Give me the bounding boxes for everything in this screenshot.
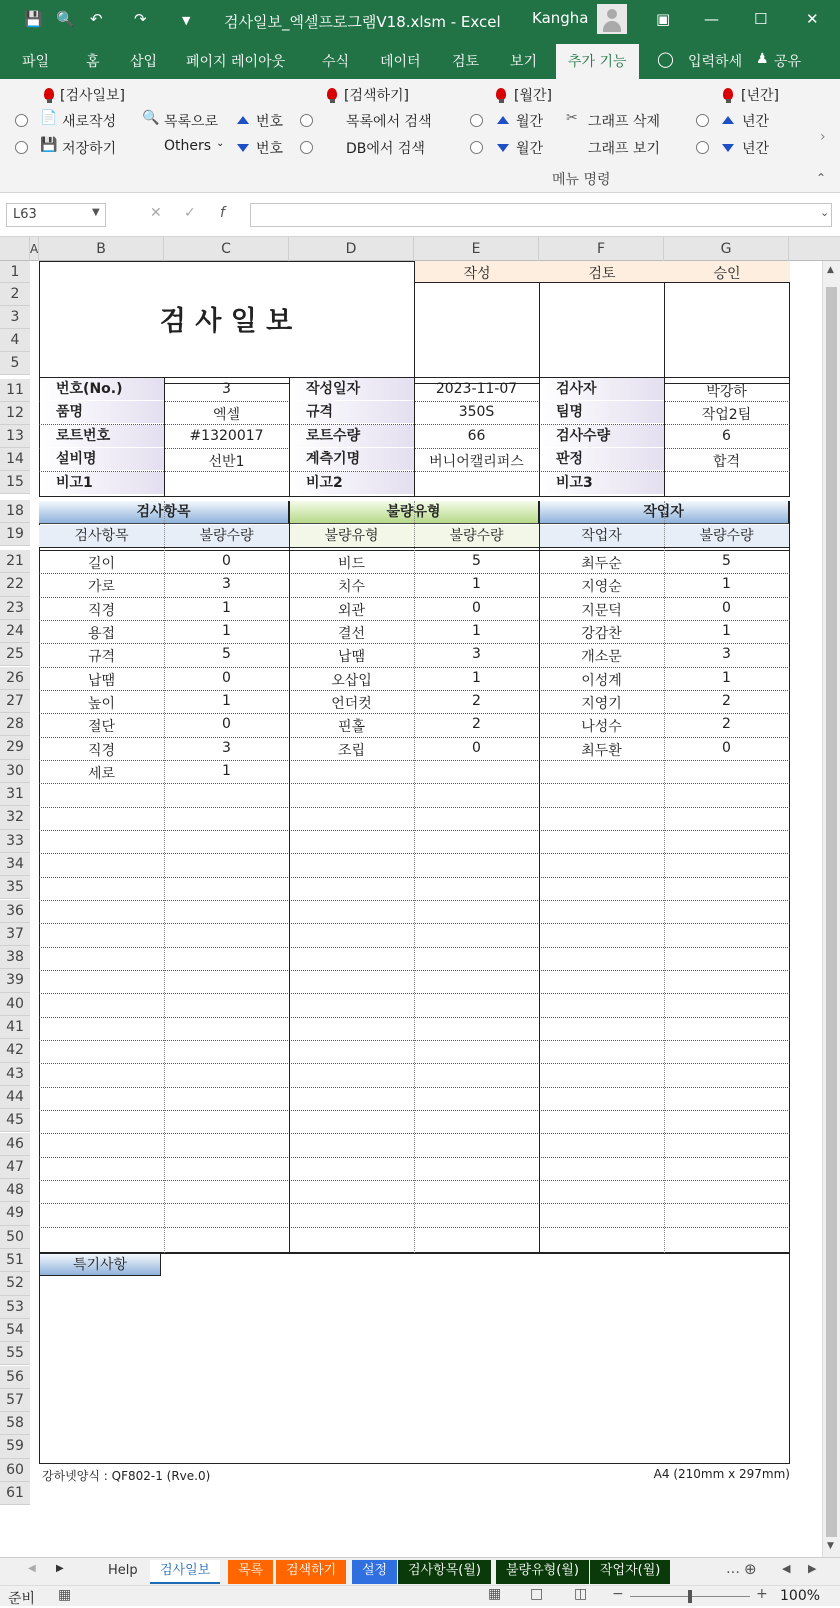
- info-value[interactable]: 엑셀: [212, 407, 241, 424]
- tab-add-ins[interactable]: 추가 기능: [556, 44, 639, 79]
- data-cell[interactable]: 0: [722, 739, 731, 756]
- column-subheader: 검사항목: [39, 525, 164, 547]
- data-cell[interactable]: 최두환: [581, 742, 622, 759]
- row-header[interactable]: 48: [0, 1179, 30, 1202]
- avatar[interactable]: [597, 4, 627, 34]
- data-cell[interactable]: 최두순: [581, 556, 622, 572]
- data-cell[interactable]: 강감찬: [581, 625, 622, 642]
- others-dropdown[interactable]: Others: [164, 138, 212, 154]
- close-icon[interactable]: ✕: [806, 10, 819, 28]
- info-label: 로트수량: [290, 425, 414, 447]
- sheet-tab[interactable]: 목록: [228, 1560, 273, 1584]
- data-cell[interactable]: 1: [472, 622, 481, 639]
- data-cell[interactable]: 0: [222, 716, 231, 733]
- row-header[interactable]: 21: [0, 550, 30, 573]
- column-header-d[interactable]: D: [289, 237, 414, 261]
- data-cell[interactable]: 1: [222, 692, 231, 709]
- hscroll-right-icon[interactable]: ▶: [808, 1562, 817, 1575]
- column-header-e[interactable]: E: [414, 237, 539, 261]
- enter-icon[interactable]: ✓: [184, 205, 196, 221]
- data-cell[interactable]: 가로: [87, 579, 116, 596]
- print-preview-icon[interactable]: 🔍: [56, 10, 75, 28]
- row-header[interactable]: 14: [0, 448, 30, 471]
- row-header[interactable]: 24: [0, 620, 30, 643]
- row-header[interactable]: 35: [0, 876, 30, 899]
- data-cell[interactable]: 3: [222, 739, 231, 756]
- radio-6[interactable]: [470, 141, 483, 154]
- tab-formulas[interactable]: 수식: [322, 54, 350, 70]
- data-cell[interactable]: 2: [472, 716, 481, 733]
- sheet-tab-bar: [0, 1557, 840, 1585]
- bulb-icon: [44, 88, 54, 100]
- search-db-button[interactable]: DB에서 검색: [346, 141, 425, 157]
- row-header[interactable]: 2: [0, 283, 30, 306]
- row-header[interactable]: 29: [0, 736, 30, 759]
- data-cell[interactable]: 치수: [337, 579, 366, 596]
- data-cell[interactable]: 3: [722, 646, 731, 663]
- row-header[interactable]: 33: [0, 830, 30, 853]
- group-header: 불량유형: [289, 501, 539, 524]
- tab-file[interactable]: 파일: [22, 54, 50, 70]
- data-cell[interactable]: 절단: [87, 719, 116, 736]
- data-cell[interactable]: 2: [722, 716, 731, 733]
- to-list-button[interactable]: 목록으로: [164, 114, 219, 130]
- data-cell[interactable]: 조립: [337, 742, 366, 759]
- data-cell[interactable]: 납땜: [337, 649, 366, 666]
- radio-1[interactable]: [15, 114, 28, 127]
- maximize-icon[interactable]: ☐: [754, 10, 768, 28]
- data-cell[interactable]: 1: [222, 599, 231, 616]
- data-cell[interactable]: 길이: [87, 556, 116, 572]
- yearly-down-button[interactable]: 년간: [742, 141, 770, 157]
- collapse-ribbon-icon[interactable]: ⌃: [816, 171, 827, 185]
- sheet-tab[interactable]: 설정: [352, 1560, 397, 1584]
- row-header[interactable]: 3: [0, 306, 30, 329]
- row-header[interactable]: 58: [0, 1412, 30, 1435]
- zoom-slider-thumb[interactable]: [688, 1590, 692, 1603]
- row-header[interactable]: 18: [0, 500, 30, 523]
- info-label: 규격: [290, 401, 414, 423]
- row-header[interactable]: 1: [0, 261, 30, 283]
- lightbulb-icon[interactable]: ◯: [657, 50, 674, 68]
- bulb-icon: [327, 88, 337, 100]
- macro-record-icon[interactable]: ▦: [58, 1587, 72, 1603]
- row-header[interactable]: 25: [0, 643, 30, 666]
- monthly-down-button[interactable]: 월간: [516, 141, 544, 157]
- monthly-up-button[interactable]: 월간: [516, 114, 544, 130]
- data-cell[interactable]: 개소문: [581, 649, 622, 666]
- data-cell[interactable]: 0: [222, 669, 231, 686]
- select-all-corner[interactable]: [0, 237, 30, 261]
- insert-function-icon[interactable]: f: [220, 205, 225, 221]
- column-header-f[interactable]: F: [539, 237, 664, 261]
- info-label: 팀명: [540, 401, 664, 423]
- data-cell[interactable]: 0: [722, 599, 731, 616]
- info-label: 로트번호: [40, 425, 164, 447]
- search-list-button[interactable]: 목록에서 검색: [346, 114, 432, 130]
- group-title-yearly: [년간]: [741, 88, 779, 104]
- zoom-in-icon[interactable]: +: [756, 1586, 768, 1602]
- tab-insert[interactable]: 삽입: [130, 54, 158, 70]
- info-value[interactable]: 버니어캘리퍼스: [429, 454, 524, 471]
- bulb-icon: [723, 88, 733, 100]
- data-cell[interactable]: 지영순: [581, 579, 622, 596]
- row-header[interactable]: 59: [0, 1435, 30, 1458]
- save-icon[interactable]: 💾: [24, 10, 43, 28]
- row-header[interactable]: 30: [0, 760, 30, 783]
- tab-view[interactable]: 보기: [510, 54, 538, 70]
- status-ready: 준비: [8, 1591, 36, 1607]
- zoom-out-icon[interactable]: −: [612, 1586, 624, 1602]
- data-cell[interactable]: 핀홀: [337, 719, 366, 736]
- data-cell[interactable]: 나성수: [581, 719, 622, 736]
- radio-4[interactable]: [300, 141, 313, 154]
- row-header[interactable]: 56: [0, 1366, 30, 1389]
- row-header[interactable]: 47: [0, 1156, 30, 1179]
- row-header[interactable]: 34: [0, 853, 30, 876]
- sheet-tab[interactable]: 검색하기: [276, 1560, 346, 1584]
- data-cell[interactable]: 비드: [337, 556, 366, 572]
- data-cell[interactable]: 1: [222, 622, 231, 639]
- cancel-icon[interactable]: ✕: [150, 205, 162, 221]
- normal-view-icon[interactable]: ▦: [488, 1586, 502, 1602]
- info-label: 품명: [40, 401, 164, 423]
- info-label: 비고1: [40, 472, 164, 494]
- data-cell[interactable]: 1: [222, 762, 231, 779]
- chevron-down-icon: ⌄: [216, 138, 225, 149]
- floppy-icon: 💾: [40, 137, 58, 153]
- row-header[interactable]: 49: [0, 1202, 30, 1225]
- more-tabs-icon[interactable]: …: [726, 1561, 740, 1577]
- info-value[interactable]: 3: [222, 381, 231, 397]
- ribbon: [0, 79, 840, 193]
- bulb-icon: [496, 88, 506, 100]
- data-cell[interactable]: 3: [472, 646, 481, 663]
- info-value[interactable]: 합격: [712, 454, 741, 471]
- info-value[interactable]: 작업2팀: [701, 407, 752, 424]
- scroll-down-icon[interactable]: ▼: [827, 1541, 834, 1551]
- share-button[interactable]: 공유: [774, 54, 802, 70]
- row-header[interactable]: 54: [0, 1319, 30, 1342]
- data-cell[interactable]: 1: [722, 622, 731, 639]
- tab-review[interactable]: 검토: [452, 54, 480, 70]
- row-header[interactable]: 55: [0, 1342, 30, 1365]
- footer-paper-size: A4 (210mm x 297mm): [653, 1467, 790, 1481]
- info-value[interactable]: 2023-11-07: [435, 381, 518, 397]
- column-headers: [0, 237, 840, 261]
- name-box-dropdown-icon[interactable]: ▼: [92, 207, 100, 218]
- number-up-button[interactable]: 번호: [256, 114, 284, 130]
- data-cell[interactable]: 1: [722, 576, 731, 593]
- data-cell[interactable]: 0: [472, 739, 481, 756]
- column-subheader: 불량수량: [164, 525, 289, 547]
- column-header-b[interactable]: B: [39, 237, 164, 261]
- info-value[interactable]: 선반1: [208, 454, 245, 471]
- column-header-c[interactable]: C: [164, 237, 289, 261]
- info-value[interactable]: 66: [467, 427, 486, 444]
- customize-qat-icon[interactable]: ▼: [182, 14, 191, 27]
- add-sheet-icon[interactable]: ⊕: [744, 1560, 757, 1578]
- number-down-button[interactable]: 번호: [256, 141, 284, 157]
- data-cell[interactable]: 언더컷: [331, 695, 372, 712]
- graph-delete-button[interactable]: 그래프 삭제: [588, 114, 661, 130]
- row-header[interactable]: 28: [0, 713, 30, 736]
- menu-command-label: 메뉴 명령: [552, 172, 611, 188]
- row-header[interactable]: 27: [0, 690, 30, 713]
- row-header[interactable]: 51: [0, 1249, 30, 1272]
- expand-formula-icon[interactable]: ⌄: [820, 206, 830, 219]
- row-header[interactable]: 12: [0, 402, 30, 425]
- tab-page-layout[interactable]: 페이지 레이아웃: [186, 54, 286, 70]
- name-box[interactable]: [6, 203, 106, 227]
- status-bar: [0, 1585, 840, 1606]
- sheet-tab[interactable]: 검사일보: [150, 1560, 220, 1584]
- info-value[interactable]: 박강하: [706, 384, 747, 400]
- row-header[interactable]: 13: [0, 425, 30, 448]
- row-header[interactable]: 32: [0, 806, 30, 829]
- ribbon-scroll-right-icon[interactable]: ›: [820, 129, 826, 145]
- data-cell[interactable]: 5: [472, 553, 481, 569]
- title-bar: [0, 0, 840, 40]
- column-header-a[interactable]: A: [30, 237, 39, 261]
- row-header[interactable]: 57: [0, 1389, 30, 1412]
- data-cell[interactable]: 세로: [87, 765, 116, 782]
- row-header[interactable]: 40: [0, 993, 30, 1016]
- radio-8[interactable]: [696, 141, 709, 154]
- column-subheader: 불량수량: [664, 525, 789, 547]
- window-title: 검사일보_엑셀프로그램V18.xlsm - Excel: [224, 13, 501, 31]
- row-header[interactable]: 31: [0, 783, 30, 806]
- info-label: 작성일자: [290, 378, 414, 400]
- data-cell[interactable]: 3: [222, 576, 231, 593]
- minimize-icon[interactable]: —: [704, 10, 719, 28]
- group-title-monthly: [월간]: [514, 88, 552, 104]
- row-header[interactable]: 42: [0, 1039, 30, 1062]
- data-cell[interactable]: 결선: [337, 625, 366, 642]
- data-cell[interactable]: 오삽입: [331, 672, 372, 689]
- row-header[interactable]: 50: [0, 1226, 30, 1249]
- data-cell[interactable]: 높이: [87, 695, 116, 712]
- row-header[interactable]: 19: [0, 523, 30, 546]
- arrow-top-icon: [722, 116, 734, 124]
- tab-scroll-left-icon[interactable]: ◀: [28, 1563, 36, 1574]
- user-icon[interactable]: ♟: [756, 51, 769, 67]
- info-value[interactable]: 6: [722, 427, 731, 444]
- row-header[interactable]: 45: [0, 1109, 30, 1132]
- row-header[interactable]: 41: [0, 1016, 30, 1039]
- user-name[interactable]: Kangha: [532, 9, 589, 27]
- approval-review: 검토: [588, 266, 616, 282]
- column-subheader: 작업자: [539, 525, 664, 547]
- formula-input[interactable]: [250, 203, 832, 227]
- tab-data[interactable]: 데이터: [380, 54, 421, 70]
- tell-me-input[interactable]: 입력하세: [688, 54, 743, 70]
- vertical-scrollbar[interactable]: [822, 261, 840, 1557]
- graph-view-button[interactable]: 그래프 보기: [588, 141, 661, 157]
- data-cell[interactable]: 직경: [87, 742, 116, 759]
- row-header[interactable]: 39: [0, 969, 30, 992]
- document-icon: 📄: [40, 110, 58, 126]
- ribbon-tabs: [0, 40, 840, 79]
- column-subheader: 불량유형: [289, 525, 414, 547]
- column-header-g[interactable]: G: [664, 237, 789, 261]
- redo-icon[interactable]: ↷: [134, 10, 147, 28]
- radio-5[interactable]: [470, 114, 483, 127]
- data-cell[interactable]: 5: [222, 646, 231, 663]
- radio-7[interactable]: [696, 114, 709, 127]
- data-cell[interactable]: 지영기: [581, 695, 622, 712]
- radio-2[interactable]: [15, 141, 28, 154]
- worksheet[interactable]: [30, 261, 822, 1557]
- data-cell[interactable]: 외관: [337, 602, 366, 619]
- info-value[interactable]: #1320017: [189, 427, 264, 444]
- info-label: 판정: [540, 448, 664, 470]
- info-label: 설비명: [40, 448, 164, 470]
- hscroll-left-icon[interactable]: ◀: [782, 1562, 791, 1575]
- scroll-up-icon[interactable]: ▲: [827, 265, 834, 275]
- footer-form-code: 강하넷양식 : QF802-1 (Rve.0): [42, 1469, 211, 1483]
- zoom-level[interactable]: 100%: [780, 1588, 821, 1604]
- info-label: 비고3: [540, 472, 664, 494]
- doc-title: 검 사 일 보: [159, 306, 293, 337]
- arrow-up-icon: [237, 116, 249, 124]
- column-subheader: 불량수량: [414, 525, 539, 547]
- row-header[interactable]: 53: [0, 1296, 30, 1319]
- remarks-box: [39, 1253, 790, 1464]
- group-header: 작업자: [539, 501, 789, 524]
- arrow-down-icon: [497, 144, 509, 152]
- group-title-daily: [검사일보]: [60, 88, 126, 104]
- row-header[interactable]: 15: [0, 471, 30, 494]
- row-header[interactable]: 60: [0, 1459, 30, 1482]
- group-header: 검사항목: [39, 501, 289, 524]
- data-cell[interactable]: 지문덕: [581, 602, 622, 619]
- row-header[interactable]: 11: [0, 379, 30, 402]
- row-header[interactable]: 46: [0, 1133, 30, 1156]
- row-header[interactable]: 22: [0, 573, 30, 596]
- info-label: 검사자: [540, 378, 664, 400]
- row-header[interactable]: 38: [0, 946, 30, 969]
- sheet-tab[interactable]: Help: [98, 1560, 148, 1584]
- remarks-label: 특기사항: [39, 1253, 161, 1276]
- data-cell[interactable]: 납땜: [87, 672, 116, 689]
- approval-write: 작성: [463, 266, 491, 282]
- info-label: 계측기명: [290, 448, 414, 470]
- row-header[interactable]: 4: [0, 329, 30, 352]
- data-cell[interactable]: 0: [472, 599, 481, 616]
- sheet-tab[interactable]: 검사항목(월): [398, 1560, 491, 1584]
- info-label: 번호(No.): [40, 378, 164, 400]
- scissors-icon: ✂: [566, 110, 578, 126]
- info-value[interactable]: 350S: [458, 404, 495, 421]
- arrow-up-icon: [497, 116, 509, 124]
- group-title-search: [검색하기]: [344, 88, 410, 104]
- row-header[interactable]: 36: [0, 900, 30, 923]
- data-cell[interactable]: 이성계: [581, 672, 622, 689]
- data-cell[interactable]: 1: [472, 576, 481, 593]
- row-header[interactable]: 43: [0, 1063, 30, 1086]
- row-header[interactable]: 26: [0, 667, 30, 690]
- data-cell[interactable]: 1: [472, 669, 481, 686]
- data-cell[interactable]: 직경: [87, 602, 116, 619]
- data-cell[interactable]: 1: [722, 669, 731, 686]
- row-header[interactable]: 44: [0, 1086, 30, 1109]
- data-cell[interactable]: 2: [722, 692, 731, 709]
- approval-approve: 승인: [713, 266, 741, 282]
- page-break-view-icon[interactable]: ◫: [574, 1586, 588, 1602]
- ribbon-display-icon[interactable]: ▣: [656, 10, 671, 28]
- row-header[interactable]: 5: [0, 352, 30, 375]
- name-box-value: L63: [13, 207, 37, 222]
- info-label: 비고2: [290, 472, 414, 494]
- undo-icon[interactable]: ↶: [90, 10, 103, 28]
- arrow-down-icon: [237, 144, 249, 152]
- data-cell[interactable]: 5: [722, 553, 731, 569]
- scroll-thumb[interactable]: [826, 287, 837, 1537]
- tab-scroll-right-icon[interactable]: ▶: [56, 1563, 64, 1574]
- sheet-tab[interactable]: 작업자(월): [590, 1560, 670, 1584]
- yearly-up-button[interactable]: 년간: [742, 114, 770, 130]
- row-header[interactable]: 52: [0, 1272, 30, 1295]
- page-layout-view-icon[interactable]: □: [530, 1586, 544, 1602]
- data-cell[interactable]: 규격: [87, 649, 116, 666]
- radio-3[interactable]: [300, 114, 313, 127]
- save-sheet-button[interactable]: 저장하기: [62, 141, 117, 157]
- row-header[interactable]: 37: [0, 923, 30, 946]
- row-header[interactable]: 61: [0, 1482, 30, 1505]
- formula-bar: [0, 193, 840, 237]
- info-label: 검사수량: [540, 425, 664, 447]
- new-button[interactable]: 새로작성: [62, 114, 117, 130]
- data-cell[interactable]: 2: [472, 692, 481, 709]
- data-cell[interactable]: 용접: [87, 625, 116, 642]
- tab-home[interactable]: 홈: [86, 54, 100, 70]
- row-header[interactable]: 23: [0, 597, 30, 620]
- sheet-tab[interactable]: 불량유형(월): [496, 1560, 589, 1584]
- data-cell[interactable]: 0: [222, 553, 231, 569]
- search-icon: 🔍: [142, 110, 160, 126]
- arrow-bottom-icon: [722, 144, 734, 152]
